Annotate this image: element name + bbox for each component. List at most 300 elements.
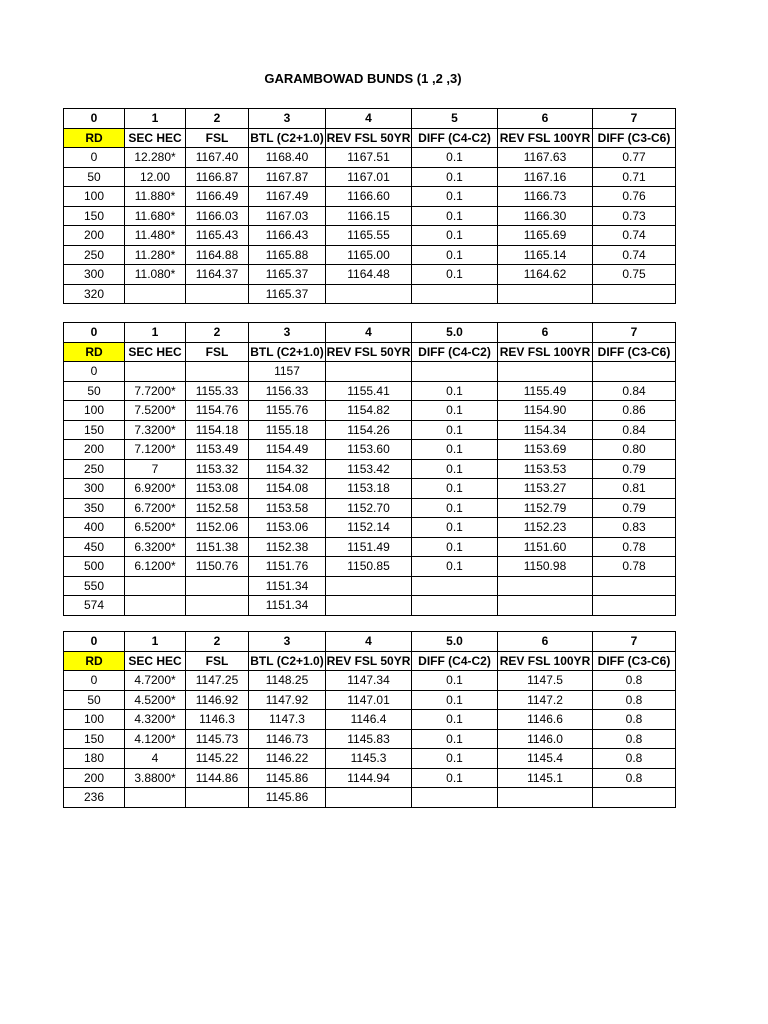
table-cell: 11.680* bbox=[125, 206, 186, 226]
column-header: REV FSL 100YR bbox=[498, 128, 593, 148]
table-cell: 1151.76 bbox=[249, 557, 326, 577]
table-cell: 1166.30 bbox=[498, 206, 593, 226]
table-cell: 6.3200* bbox=[125, 537, 186, 557]
table-cell: 550 bbox=[64, 576, 125, 596]
column-index: 5.0 bbox=[412, 323, 498, 343]
table-cell: 0.1 bbox=[412, 557, 498, 577]
table-cell: 1147.92 bbox=[249, 690, 326, 710]
table-cell: 1150.85 bbox=[326, 557, 412, 577]
column-header: FSL bbox=[186, 342, 249, 362]
table-row bbox=[64, 768, 676, 788]
table-cell: 1153.69 bbox=[498, 440, 593, 460]
table-row bbox=[64, 420, 676, 440]
table-cell: 4 bbox=[125, 749, 186, 769]
table-cell bbox=[125, 284, 186, 304]
table-cell: 1153.58 bbox=[249, 498, 326, 518]
table-cell: 1165.00 bbox=[326, 245, 412, 265]
column-header: DIFF (C3-C6) bbox=[593, 342, 676, 362]
column-index: 5.0 bbox=[412, 632, 498, 652]
table-cell: 1146.22 bbox=[249, 749, 326, 769]
document-title: GARAMBOWAD BUNDS (1 ,2 ,3) bbox=[264, 71, 462, 86]
table-cell: 200 bbox=[64, 440, 125, 460]
table-cell: 7.3200* bbox=[125, 420, 186, 440]
table-cell: 1146.6 bbox=[498, 710, 593, 730]
table-cell: 0 bbox=[64, 148, 125, 168]
column-header: FSL bbox=[186, 651, 249, 671]
table-cell bbox=[593, 596, 676, 616]
table-cell: 0.1 bbox=[412, 768, 498, 788]
table-cell: 1167.40 bbox=[186, 148, 249, 168]
table-cell: 7.5200* bbox=[125, 401, 186, 421]
table-cell: 1164.88 bbox=[186, 245, 249, 265]
table-cell: 1152.38 bbox=[249, 537, 326, 557]
table-cell: 1154.76 bbox=[186, 401, 249, 421]
table-row bbox=[64, 265, 676, 285]
table-cell: 6.5200* bbox=[125, 518, 186, 538]
table-row bbox=[64, 440, 676, 460]
table-cell: 0.78 bbox=[593, 537, 676, 557]
table-cell: 300 bbox=[64, 479, 125, 499]
table-cell: 1154.90 bbox=[498, 401, 593, 421]
table-cell: 1154.32 bbox=[249, 459, 326, 479]
table-cell: 1167.87 bbox=[249, 167, 326, 187]
column-index: 4 bbox=[326, 109, 412, 129]
table-cell: 150 bbox=[64, 420, 125, 440]
column-header: REV FSL 100YR bbox=[498, 342, 593, 362]
table-cell: 1168.40 bbox=[249, 148, 326, 168]
column-header: BTL (C2+1.0) bbox=[249, 128, 326, 148]
table-cell: 0.1 bbox=[412, 710, 498, 730]
table-cell: 1166.73 bbox=[498, 187, 593, 207]
table-cell: 0.1 bbox=[412, 167, 498, 187]
table-cell: 500 bbox=[64, 557, 125, 577]
table-cell: 0.1 bbox=[412, 518, 498, 538]
table-row bbox=[64, 557, 676, 577]
table-cell: 0.1 bbox=[412, 440, 498, 460]
table-cell: 0.1 bbox=[412, 729, 498, 749]
column-index-row bbox=[64, 323, 676, 343]
table-cell bbox=[498, 576, 593, 596]
table-cell: 1145.86 bbox=[249, 768, 326, 788]
table-cell: 1157 bbox=[249, 362, 326, 382]
table-cell bbox=[498, 788, 593, 808]
table-cell: 1155.18 bbox=[249, 420, 326, 440]
table-row bbox=[64, 498, 676, 518]
table-row bbox=[64, 671, 676, 691]
column-index: 2 bbox=[186, 323, 249, 343]
table-cell: 1154.18 bbox=[186, 420, 249, 440]
table-cell: 1145.4 bbox=[498, 749, 593, 769]
column-index: 3 bbox=[249, 109, 326, 129]
table-cell: 1165.14 bbox=[498, 245, 593, 265]
column-header: SEC HEC bbox=[125, 342, 186, 362]
table-cell: 1152.14 bbox=[326, 518, 412, 538]
table-cell: 0.76 bbox=[593, 187, 676, 207]
table-cell: 1166.49 bbox=[186, 187, 249, 207]
table-cell bbox=[498, 284, 593, 304]
column-header: SEC HEC bbox=[125, 128, 186, 148]
table-cell: 0.83 bbox=[593, 518, 676, 538]
table-cell: 4.7200* bbox=[125, 671, 186, 691]
table-cell bbox=[326, 284, 412, 304]
table-cell: 0.86 bbox=[593, 401, 676, 421]
table-cell: 1147.5 bbox=[498, 671, 593, 691]
table-cell: 1167.49 bbox=[249, 187, 326, 207]
table-cell: 7.7200* bbox=[125, 381, 186, 401]
table-cell: 1167.63 bbox=[498, 148, 593, 168]
column-header: REV FSL 100YR bbox=[498, 651, 593, 671]
table-cell: 1166.15 bbox=[326, 206, 412, 226]
table-cell: 300 bbox=[64, 265, 125, 285]
table-cell: 6.1200* bbox=[125, 557, 186, 577]
table-cell: 1153.18 bbox=[326, 479, 412, 499]
table-row bbox=[64, 749, 676, 769]
column-header: BTL (C2+1.0) bbox=[249, 651, 326, 671]
table-cell: 0.1 bbox=[412, 148, 498, 168]
table-cell: 0.8 bbox=[593, 710, 676, 730]
table-cell bbox=[412, 284, 498, 304]
table-cell: 1165.55 bbox=[326, 226, 412, 246]
table-cell: 1167.16 bbox=[498, 167, 593, 187]
column-index-row bbox=[64, 109, 676, 129]
table-cell: 1147.34 bbox=[326, 671, 412, 691]
table-cell: 0.1 bbox=[412, 420, 498, 440]
table-cell: 1164.37 bbox=[186, 265, 249, 285]
table-row bbox=[64, 167, 676, 187]
column-index: 6 bbox=[498, 323, 593, 343]
table-cell: 0.8 bbox=[593, 749, 676, 769]
table-row bbox=[64, 245, 676, 265]
table-cell: 1146.92 bbox=[186, 690, 249, 710]
table-cell: 0.73 bbox=[593, 206, 676, 226]
table-row bbox=[64, 479, 676, 499]
table-cell: 0.8 bbox=[593, 671, 676, 691]
table-cell: 1155.33 bbox=[186, 381, 249, 401]
table-cell: 1150.98 bbox=[498, 557, 593, 577]
table-cell: 0.1 bbox=[412, 226, 498, 246]
table-cell: 11.080* bbox=[125, 265, 186, 285]
table-cell: 11.880* bbox=[125, 187, 186, 207]
column-header: DIFF (C4-C2) bbox=[412, 342, 498, 362]
table-cell: 0.74 bbox=[593, 226, 676, 246]
table-cell: 0.1 bbox=[412, 479, 498, 499]
column-index: 1 bbox=[125, 632, 186, 652]
column-header: BTL (C2+1.0) bbox=[249, 342, 326, 362]
table-row bbox=[64, 206, 676, 226]
table-cell: 574 bbox=[64, 596, 125, 616]
table-cell: 11.280* bbox=[125, 245, 186, 265]
table-cell: 1147.01 bbox=[326, 690, 412, 710]
table-cell: 0.1 bbox=[412, 690, 498, 710]
table-cell: 1154.82 bbox=[326, 401, 412, 421]
table-cell: 1153.49 bbox=[186, 440, 249, 460]
table-row bbox=[64, 187, 676, 207]
table-cell bbox=[498, 596, 593, 616]
table-row bbox=[64, 459, 676, 479]
table-cell: 1166.60 bbox=[326, 187, 412, 207]
table-cell bbox=[125, 596, 186, 616]
table-cell: 0.84 bbox=[593, 381, 676, 401]
table-cell bbox=[186, 596, 249, 616]
table-cell: 1155.76 bbox=[249, 401, 326, 421]
table-cell: 12.00 bbox=[125, 167, 186, 187]
column-header: DIFF (C3-C6) bbox=[593, 651, 676, 671]
table-cell: 1154.08 bbox=[249, 479, 326, 499]
column-header-row bbox=[64, 128, 676, 148]
table-cell: 320 bbox=[64, 284, 125, 304]
column-header: DIFF (C4-C2) bbox=[412, 128, 498, 148]
table-cell: 4.3200* bbox=[125, 710, 186, 730]
table-cell: 1167.51 bbox=[326, 148, 412, 168]
table-cell: 1152.70 bbox=[326, 498, 412, 518]
table-cell bbox=[326, 362, 412, 382]
table-cell: 0.1 bbox=[412, 671, 498, 691]
column-header: REV FSL 50YR bbox=[326, 342, 412, 362]
table-cell: 450 bbox=[64, 537, 125, 557]
table-cell: 0.8 bbox=[593, 729, 676, 749]
table-cell: 1147.25 bbox=[186, 671, 249, 691]
table-cell: 180 bbox=[64, 749, 125, 769]
table-row bbox=[64, 284, 676, 304]
table-row bbox=[64, 788, 676, 808]
table-cell: 7 bbox=[125, 459, 186, 479]
column-header-row bbox=[64, 651, 676, 671]
table-cell: 0.79 bbox=[593, 459, 676, 479]
column-index: 1 bbox=[125, 109, 186, 129]
table-cell: 0.1 bbox=[412, 206, 498, 226]
table-cell: 1154.49 bbox=[249, 440, 326, 460]
table-cell: 1153.60 bbox=[326, 440, 412, 460]
table-cell: 1147.2 bbox=[498, 690, 593, 710]
table-cell bbox=[593, 284, 676, 304]
column-index: 7 bbox=[593, 323, 676, 343]
bund-table-2 bbox=[63, 322, 676, 616]
table-cell: 11.480* bbox=[125, 226, 186, 246]
column-index: 1 bbox=[125, 323, 186, 343]
table-cell bbox=[326, 788, 412, 808]
table-cell: 100 bbox=[64, 187, 125, 207]
table-cell: 1152.79 bbox=[498, 498, 593, 518]
table-cell: 1164.48 bbox=[326, 265, 412, 285]
table-cell: 1151.34 bbox=[249, 576, 326, 596]
bund-table-3 bbox=[63, 631, 676, 808]
column-header: DIFF (C4-C2) bbox=[412, 651, 498, 671]
table-cell: 1146.0 bbox=[498, 729, 593, 749]
table-cell: 0.1 bbox=[412, 245, 498, 265]
column-header: REV FSL 50YR bbox=[326, 651, 412, 671]
column-index: 6 bbox=[498, 632, 593, 652]
column-index: 6 bbox=[498, 109, 593, 129]
table-cell: 1152.06 bbox=[186, 518, 249, 538]
column-header: REV FSL 50YR bbox=[326, 128, 412, 148]
column-header-row bbox=[64, 342, 676, 362]
table-cell: 0.1 bbox=[412, 187, 498, 207]
table-cell: 1152.58 bbox=[186, 498, 249, 518]
table-cell: 4.1200* bbox=[125, 729, 186, 749]
table-cell: 1144.86 bbox=[186, 768, 249, 788]
table-row bbox=[64, 401, 676, 421]
table-cell: 0.80 bbox=[593, 440, 676, 460]
column-index-row bbox=[64, 632, 676, 652]
table-row bbox=[64, 576, 676, 596]
table-cell: 1146.3 bbox=[186, 710, 249, 730]
table-cell: 1145.73 bbox=[186, 729, 249, 749]
table-row bbox=[64, 226, 676, 246]
table-cell: 1166.03 bbox=[186, 206, 249, 226]
table-cell: 0.8 bbox=[593, 768, 676, 788]
table-cell: 3.8800* bbox=[125, 768, 186, 788]
table-cell: 1155.41 bbox=[326, 381, 412, 401]
table-cell: 1165.69 bbox=[498, 226, 593, 246]
table-cell: 1165.43 bbox=[186, 226, 249, 246]
table-cell: 150 bbox=[64, 729, 125, 749]
column-index: 7 bbox=[593, 632, 676, 652]
table-cell: 1146.73 bbox=[249, 729, 326, 749]
table-cell: 1151.34 bbox=[249, 596, 326, 616]
column-index: 2 bbox=[186, 109, 249, 129]
table-cell: 0.84 bbox=[593, 420, 676, 440]
table-cell bbox=[412, 362, 498, 382]
column-index: 4 bbox=[326, 632, 412, 652]
table-cell: 0.8 bbox=[593, 690, 676, 710]
table-cell bbox=[186, 362, 249, 382]
table-row bbox=[64, 381, 676, 401]
table-cell bbox=[412, 596, 498, 616]
table-cell: 100 bbox=[64, 401, 125, 421]
table-cell: 50 bbox=[64, 690, 125, 710]
table-cell: 1151.38 bbox=[186, 537, 249, 557]
table-cell bbox=[326, 576, 412, 596]
table-cell bbox=[186, 576, 249, 596]
table-cell: 0.1 bbox=[412, 749, 498, 769]
column-header: SEC HEC bbox=[125, 651, 186, 671]
table-cell: 1153.32 bbox=[186, 459, 249, 479]
table-cell: 1145.86 bbox=[249, 788, 326, 808]
column-header: RD bbox=[64, 128, 125, 148]
column-index: 3 bbox=[249, 323, 326, 343]
table-cell: 1151.49 bbox=[326, 537, 412, 557]
table-cell bbox=[412, 576, 498, 596]
table-cell: 1152.23 bbox=[498, 518, 593, 538]
table-cell bbox=[593, 788, 676, 808]
table-cell: 0.1 bbox=[412, 537, 498, 557]
column-index: 0 bbox=[64, 323, 125, 343]
table-row bbox=[64, 362, 676, 382]
table-cell: 7.1200* bbox=[125, 440, 186, 460]
table-row bbox=[64, 596, 676, 616]
table-cell: 0.71 bbox=[593, 167, 676, 187]
table-cell bbox=[125, 362, 186, 382]
table-row bbox=[64, 148, 676, 168]
table-cell: 0 bbox=[64, 671, 125, 691]
table-cell: 0.75 bbox=[593, 265, 676, 285]
table-cell: 0.1 bbox=[412, 265, 498, 285]
bund-table-1 bbox=[63, 108, 676, 304]
table-cell: 50 bbox=[64, 381, 125, 401]
table-cell: 1145.1 bbox=[498, 768, 593, 788]
column-index: 7 bbox=[593, 109, 676, 129]
table-row bbox=[64, 518, 676, 538]
column-index: 0 bbox=[64, 632, 125, 652]
table-cell: 1147.3 bbox=[249, 710, 326, 730]
table-cell: 0.1 bbox=[412, 459, 498, 479]
table-cell bbox=[125, 576, 186, 596]
table-cell: 0.79 bbox=[593, 498, 676, 518]
table-cell bbox=[186, 788, 249, 808]
table-row bbox=[64, 537, 676, 557]
table-cell: 1165.37 bbox=[249, 265, 326, 285]
table-cell: 0.74 bbox=[593, 245, 676, 265]
table-cell bbox=[412, 788, 498, 808]
table-cell: 1145.83 bbox=[326, 729, 412, 749]
table-cell bbox=[125, 788, 186, 808]
table-cell: 6.7200* bbox=[125, 498, 186, 518]
table-cell: 1167.03 bbox=[249, 206, 326, 226]
table-cell bbox=[593, 362, 676, 382]
table-cell: 0 bbox=[64, 362, 125, 382]
column-index: 3 bbox=[249, 632, 326, 652]
column-index: 5 bbox=[412, 109, 498, 129]
table-cell: 1146.4 bbox=[326, 710, 412, 730]
table-row bbox=[64, 710, 676, 730]
table-cell bbox=[593, 576, 676, 596]
table-cell: 0.1 bbox=[412, 401, 498, 421]
column-header: RD bbox=[64, 342, 125, 362]
table-cell: 1155.49 bbox=[498, 381, 593, 401]
table-cell: 6.9200* bbox=[125, 479, 186, 499]
table-cell: 0.78 bbox=[593, 557, 676, 577]
column-index: 0 bbox=[64, 109, 125, 129]
table-cell: 236 bbox=[64, 788, 125, 808]
table-cell: 250 bbox=[64, 459, 125, 479]
column-header: DIFF (C3-C6) bbox=[593, 128, 676, 148]
table-cell: 1165.88 bbox=[249, 245, 326, 265]
column-index: 4 bbox=[326, 323, 412, 343]
table-cell bbox=[186, 284, 249, 304]
table-row bbox=[64, 729, 676, 749]
table-cell: 1154.26 bbox=[326, 420, 412, 440]
table-cell: 1167.01 bbox=[326, 167, 412, 187]
table-cell: 1164.62 bbox=[498, 265, 593, 285]
table-cell: 1150.76 bbox=[186, 557, 249, 577]
table-cell: 1165.37 bbox=[249, 284, 326, 304]
table-cell: 1148.25 bbox=[249, 671, 326, 691]
table-cell: 1166.43 bbox=[249, 226, 326, 246]
table-cell: 1145.3 bbox=[326, 749, 412, 769]
table-cell bbox=[326, 596, 412, 616]
table-cell: 1156.33 bbox=[249, 381, 326, 401]
table-cell: 0.1 bbox=[412, 381, 498, 401]
table-cell: 1144.94 bbox=[326, 768, 412, 788]
table-cell: 400 bbox=[64, 518, 125, 538]
table-cell: 1145.22 bbox=[186, 749, 249, 769]
table-cell: 1153.08 bbox=[186, 479, 249, 499]
table-cell: 0.81 bbox=[593, 479, 676, 499]
table-cell: 1153.06 bbox=[249, 518, 326, 538]
table-cell: 0.1 bbox=[412, 498, 498, 518]
table-cell: 200 bbox=[64, 768, 125, 788]
table-cell: 1151.60 bbox=[498, 537, 593, 557]
column-header: RD bbox=[64, 651, 125, 671]
table-cell: 1154.34 bbox=[498, 420, 593, 440]
table-cell: 0.77 bbox=[593, 148, 676, 168]
column-header: FSL bbox=[186, 128, 249, 148]
table-cell: 200 bbox=[64, 226, 125, 246]
table-cell: 50 bbox=[64, 167, 125, 187]
table-row bbox=[64, 690, 676, 710]
column-index: 2 bbox=[186, 632, 249, 652]
table-cell: 150 bbox=[64, 206, 125, 226]
